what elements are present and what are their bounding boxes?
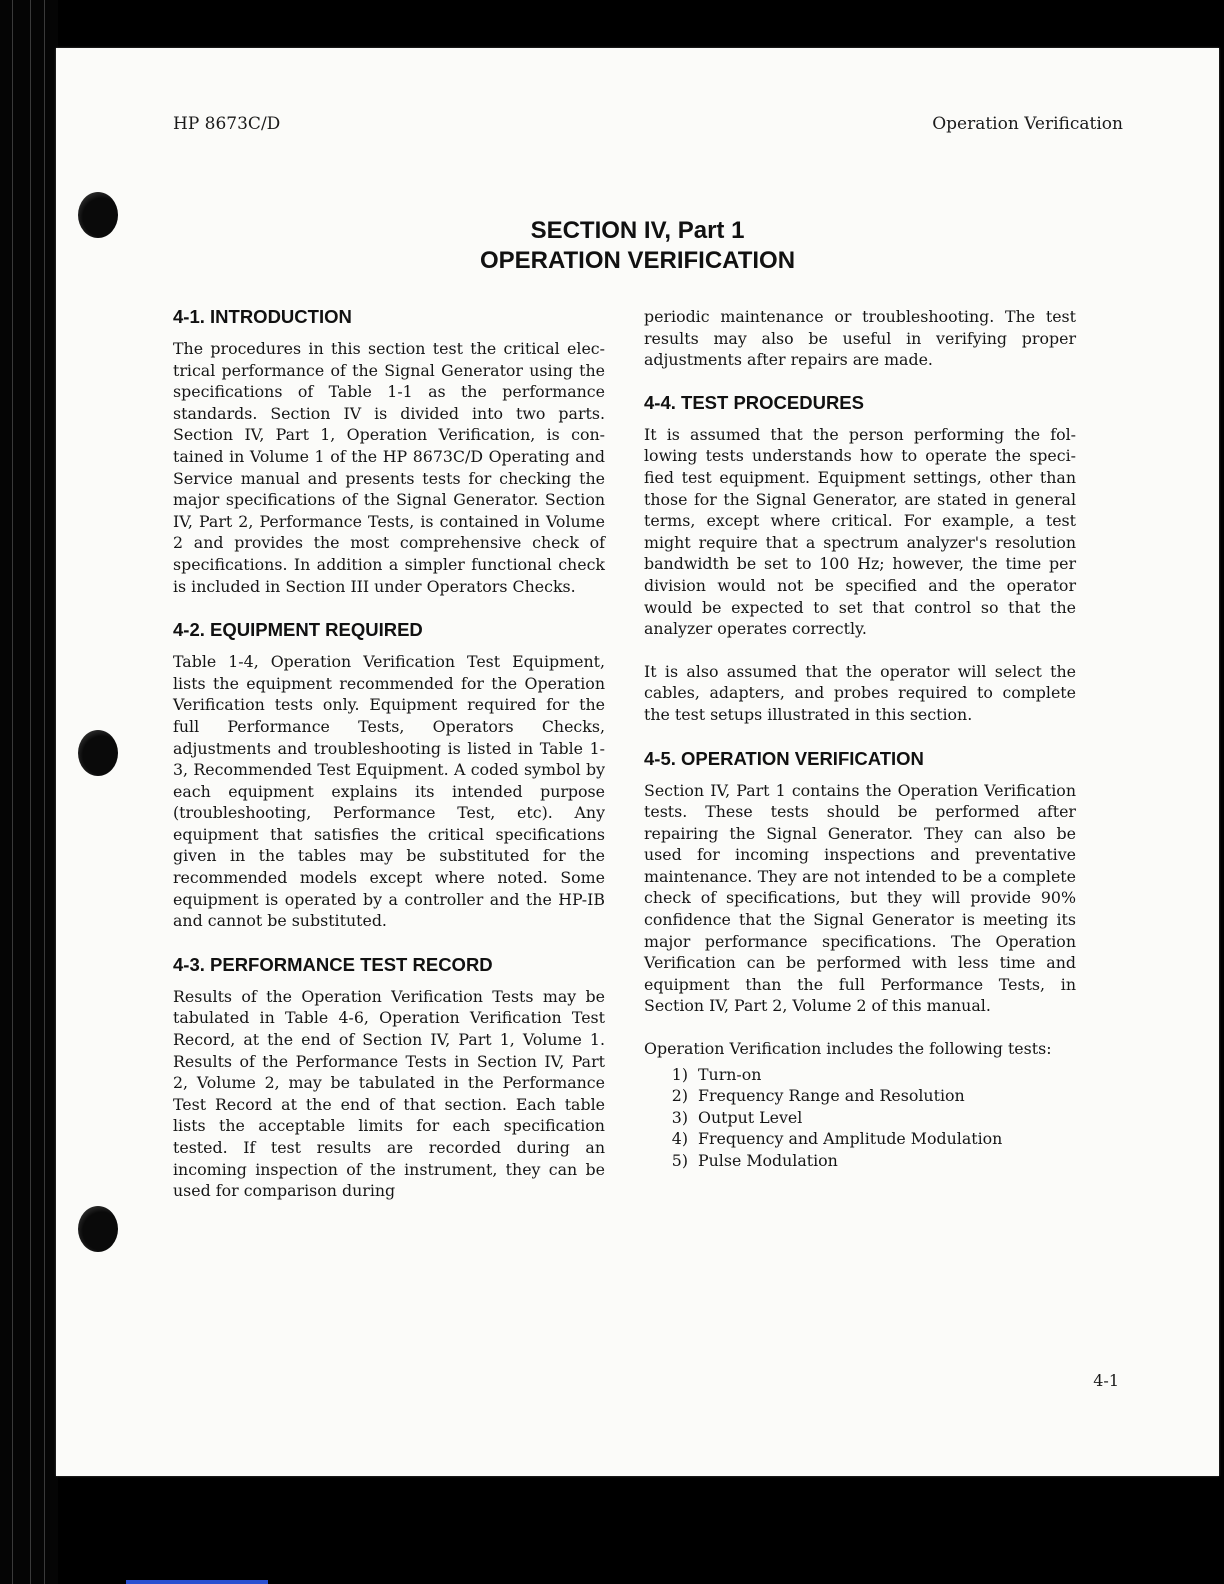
- list-item: [644, 1064, 1076, 1086]
- binder-hole-icon: [78, 730, 118, 776]
- scan-edge-marker: [126, 1580, 268, 1584]
- list-item-label: Frequency Range and Resolution: [698, 1086, 965, 1106]
- list-item-number: 5): [671, 1151, 688, 1170]
- equipment-heading: 4-2. EQUIPMENT REQUIRED: [173, 619, 423, 641]
- verification-heading: 4-5. OPERATION VERIFICATION: [644, 747, 924, 769]
- list-item-label: Turn-on: [698, 1064, 762, 1084]
- procedures-body-1: It is assumed that the person performing the following tests understands how to operate the specified test equipment. Equipment settings, other than those for the Signal Generator, are stated in general terms, except where critical. For example, a test might require that a spectrum analyzer's resolution bandwidth be set to 100 Hz; however, the time per division would not be specified and the operator would be expected to set that control so that the analyzer operates correctly.: [644, 424, 1076, 639]
- scan-line: [44, 0, 45, 1584]
- list-item-label: Output Level: [698, 1107, 803, 1127]
- verification-body-2: Operation Verification includes the following tests:: [644, 1039, 1052, 1059]
- record-body: Results of the Operation Verification Tests may be tabulated in Table 4-6, Operation Verification Test Record, at the end of Section IV, Part 1, Volume 1. Results of the Performance Tests in Section IV, Part 2, Volume 2, may be tabulated in the Performance Test Record at the end of that section. Each table lists the acceptable limits for each specification tested. If test results are recorded during an incoming inspection of the instrument, they can be used for comparison during: [173, 986, 605, 1201]
- list-item-number: 1): [671, 1064, 688, 1084]
- intro-heading: 4-1. INTRODUCTION: [173, 306, 352, 327]
- left-column: [173, 306, 605, 1202]
- scan-line: [12, 0, 13, 1584]
- list-item-label: Pulse Modulation: [698, 1151, 838, 1170]
- list-item: [644, 1085, 1076, 1107]
- list-item: [644, 1128, 1076, 1150]
- list-item-number: 4): [671, 1129, 688, 1149]
- document-page: [56, 48, 1219, 1476]
- right-column: [644, 306, 1076, 1172]
- section-title-line2: OPERATION VERIFICATION: [479, 247, 796, 274]
- binder-hole-icon: [78, 1206, 118, 1252]
- header-model: HP 8673C/D: [173, 114, 281, 134]
- record-body-continued: periodic maintenance or troubleshooting. The test results may also be useful in verifying proper adjustments after repairs are made.: [644, 307, 1076, 370]
- list-item-number: 2): [671, 1086, 688, 1106]
- intro-body: The procedures in this section test the critical electrical performance of the Signal Generator using the specifications of Table 1-1 as the performance standards. Section IV is divided into two parts. Section IV, Part 1, Operation Verification, is contained in Volume 1 of the HP 8673C/D Operating and Service manual and presents tests for checking the major specifications of the Signal Generator. Section IV, Part 2, Performance Tests, is contained in Volume 2 and provides the most comprehensive check of specifications. In addition a simpler functional check is included in Section III under Operators Checks.: [173, 339, 605, 596]
- section-title-line1: SECTION IV, Part 1: [530, 217, 745, 244]
- page-number: 4-1: [1093, 1371, 1119, 1390]
- list-item: [644, 1107, 1076, 1129]
- verification-body-1: Section IV, Part 1 contains the Operation Verification tests. These tests should be performed after repairing the Signal Generator. They can also be used for incoming inspections and preventative maintenance. They are not intended to be a complete check of specifications, but they will provide 90% confidence that the Signal Generator is meeting its major performance specifications. The Operation Verification can be performed with less time and equipment than the full Performance Tests, in Section IV, Part 2, Volume 2 of this manual.: [644, 780, 1076, 1016]
- tests-list: [644, 1064, 1076, 1172]
- procedures-body-2: It is also assumed that the operator will select the cables, adapters, and probes required to complete the test setups illustrated in this section.: [644, 661, 1076, 724]
- list-item-number: 3): [671, 1107, 688, 1127]
- list-item-label: Frequency and Amplitude Modulation: [698, 1129, 1003, 1149]
- header-chapter: Operation Verification: [932, 114, 1123, 134]
- procedures-heading: 4-4. TEST PROCEDURES: [644, 391, 864, 413]
- list-item: [644, 1150, 1076, 1172]
- equipment-body: Table 1-4, Operation Verification Test Equipment, lists the equipment recommended for the Operation Verification tests only. Equipment required for the full Performance Tests, Operators Checks, adjustments and troubleshooting is listed in Table 1-3, Recommended Test Equipment. A coded symbol by each equipment explains its intended purpose (troubleshooting, Performance Test, etc). Any equipment that satisfies the critical specifications given in the tables may be substituted for the recommended models except where noted. Some equipment is operated by a controller and the HP-IB and cannot be substituted.: [173, 652, 605, 931]
- scan-edge-strip: [0, 0, 58, 1584]
- scan-line: [30, 0, 31, 1584]
- section-title: [56, 216, 1219, 276]
- record-heading: 4-3. PERFORMANCE TEST RECORD: [173, 953, 493, 975]
